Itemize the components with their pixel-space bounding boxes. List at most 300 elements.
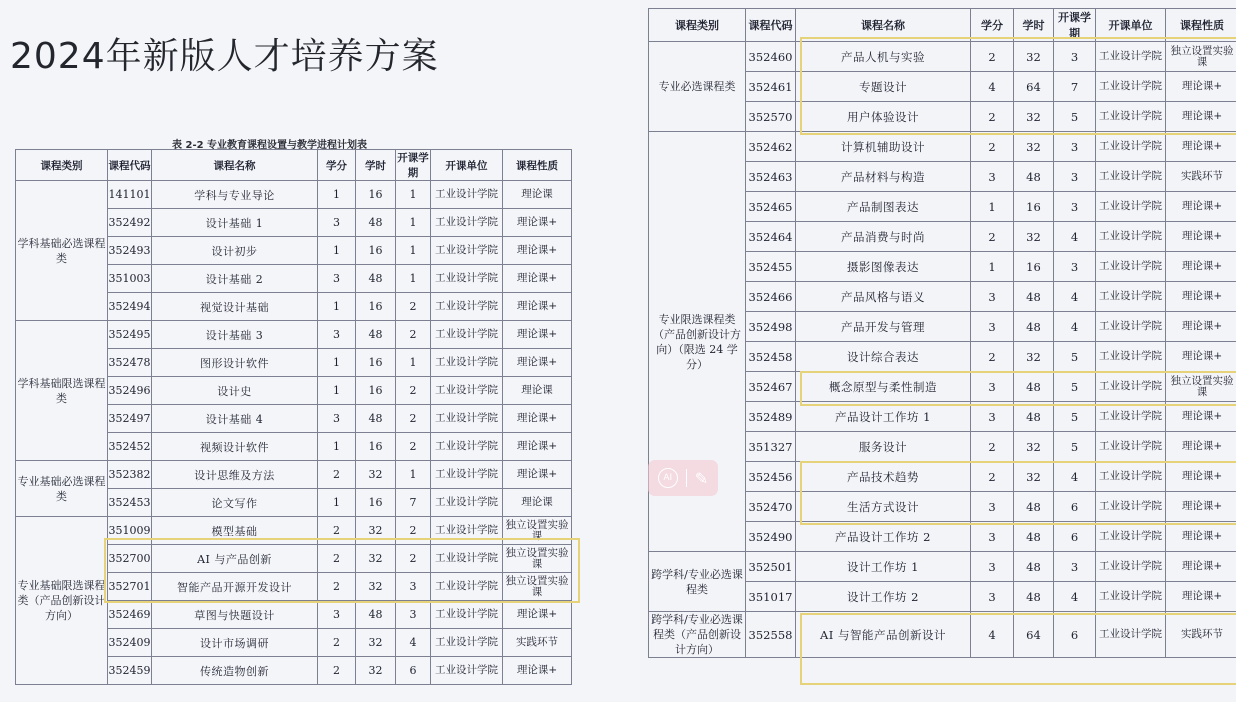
course-name: 视觉设计基础 (152, 293, 318, 321)
course-type: 理论课+ (1166, 342, 1236, 372)
course-name: 传统造物创新 (152, 657, 318, 685)
course-code: 352456 (746, 462, 796, 492)
course-type: 理论课 (503, 489, 572, 517)
course-hours: 16 (356, 293, 396, 321)
table-row (16, 181, 572, 209)
course-credit: 2 (318, 545, 356, 573)
course-unit: 工业设计学院 (431, 461, 503, 489)
table-row (16, 517, 572, 545)
course-credit: 4 (971, 612, 1014, 658)
page-title: 2024年新版人才培养方案 (10, 36, 439, 77)
course-code: 352492 (108, 209, 152, 237)
course-unit: 工业设计学院 (1096, 222, 1166, 252)
course-type: 理论课+ (503, 265, 572, 293)
course-name: 专题设计 (796, 72, 971, 102)
course-name: 服务设计 (796, 432, 971, 462)
course-type: 理论课+ (503, 237, 572, 265)
header-unit: 开课单位 (431, 150, 503, 181)
course-unit: 工业设计学院 (1096, 342, 1166, 372)
course-name: 设计思维及方法 (152, 461, 318, 489)
course-category: 专业必选课程类 (649, 42, 746, 132)
course-hours: 32 (356, 573, 396, 601)
course-unit: 工业设计学院 (1096, 612, 1166, 658)
course-code: 352496 (108, 377, 152, 405)
course-hours: 48 (1014, 282, 1054, 312)
course-hours: 32 (1014, 462, 1054, 492)
course-unit: 工业设计学院 (1096, 432, 1166, 462)
header-type: 课程性质 (503, 150, 572, 181)
table-row (16, 321, 572, 349)
course-term: 6 (1054, 522, 1096, 552)
course-code: 352701 (108, 573, 152, 601)
table-row (649, 552, 1236, 582)
course-code: 352459 (108, 657, 152, 685)
course-term: 1 (396, 265, 431, 293)
course-hours: 32 (1014, 132, 1054, 162)
course-term: 1 (396, 209, 431, 237)
course-unit: 工业设计学院 (1096, 312, 1166, 342)
course-hours: 48 (1014, 522, 1054, 552)
course-term: 3 (1054, 252, 1096, 282)
course-code: 352455 (746, 252, 796, 282)
course-hours: 16 (356, 349, 396, 377)
course-code: 352497 (108, 405, 152, 433)
course-credit: 2 (318, 629, 356, 657)
course-type: 理论课+ (1166, 462, 1236, 492)
course-unit: 工业设计学院 (1096, 72, 1166, 102)
course-type: 实践环节 (1166, 612, 1236, 658)
course-credit: 3 (971, 522, 1014, 552)
course-hours: 48 (1014, 162, 1054, 192)
course-credit: 1 (971, 192, 1014, 222)
table-header-row (649, 9, 1236, 42)
course-term: 3 (1054, 192, 1096, 222)
course-type: 理论课+ (1166, 252, 1236, 282)
course-credit: 2 (318, 517, 356, 545)
course-code: 352700 (108, 545, 152, 573)
course-unit: 工业设计学院 (431, 265, 503, 293)
course-term: 3 (1054, 42, 1096, 72)
course-type: 理论课+ (503, 601, 572, 629)
course-credit: 4 (971, 72, 1014, 102)
course-hours: 64 (1014, 72, 1054, 102)
course-type: 理论课+ (1166, 72, 1236, 102)
course-term: 4 (1054, 462, 1096, 492)
course-hours: 16 (356, 489, 396, 517)
course-name: 生活方式设计 (796, 492, 971, 522)
course-unit: 工业设计学院 (1096, 402, 1166, 432)
course-type: 独立设置实验课 (503, 545, 572, 573)
course-code: 351017 (746, 582, 796, 612)
course-credit: 3 (971, 492, 1014, 522)
course-hours: 32 (1014, 342, 1054, 372)
course-name: 设计市场调研 (152, 629, 318, 657)
course-unit: 工业设计学院 (431, 489, 503, 517)
course-hours: 48 (1014, 312, 1054, 342)
course-code: 352382 (108, 461, 152, 489)
course-term: 2 (396, 545, 431, 573)
course-unit: 工业设计学院 (431, 405, 503, 433)
course-category: 专业基础必选课程类 (16, 461, 108, 517)
course-credit: 2 (971, 42, 1014, 72)
course-hours: 16 (356, 237, 396, 265)
course-name: 设计基础 2 (152, 265, 318, 293)
course-type: 理论课+ (1166, 432, 1236, 462)
course-hours: 48 (1014, 492, 1054, 522)
table-row (649, 612, 1236, 658)
course-code: 352409 (108, 629, 152, 657)
course-category: 跨学科/专业必选课程类 (649, 552, 746, 612)
course-name: 设计基础 3 (152, 321, 318, 349)
course-type: 独立设置实验课 (503, 517, 572, 545)
course-type: 独立设置实验课 (1166, 372, 1236, 402)
course-term: 5 (1054, 342, 1096, 372)
course-credit: 2 (971, 132, 1014, 162)
course-type: 理论课+ (503, 657, 572, 685)
course-code: 352501 (746, 552, 796, 582)
course-credit: 1 (318, 237, 356, 265)
course-name: 设计工作坊 2 (796, 582, 971, 612)
course-type: 理论课+ (503, 293, 572, 321)
course-term: 3 (1054, 132, 1096, 162)
header-type: 课程性质 (1166, 9, 1236, 42)
course-credit: 2 (318, 573, 356, 601)
course-category: 学科基础限选课程类 (16, 321, 108, 461)
course-unit: 工业设计学院 (1096, 132, 1166, 162)
course-name: 视频设计软件 (152, 433, 318, 461)
course-table-right (648, 8, 1236, 658)
course-term: 5 (1054, 402, 1096, 432)
course-name: 设计基础 1 (152, 209, 318, 237)
course-code: 352467 (746, 372, 796, 402)
ai-tool-badge[interactable] (648, 460, 718, 496)
course-credit: 3 (318, 405, 356, 433)
course-hours: 16 (1014, 252, 1054, 282)
course-hours: 32 (1014, 102, 1054, 132)
course-unit: 工业设计学院 (1096, 192, 1166, 222)
course-term: 6 (1054, 492, 1096, 522)
header-code: 课程代码 (746, 9, 796, 42)
header-term: 开课学期 (396, 150, 431, 181)
course-name: 摄影图像表达 (796, 252, 971, 282)
course-credit: 2 (318, 461, 356, 489)
course-type: 理论课+ (1166, 282, 1236, 312)
course-term: 1 (396, 461, 431, 489)
course-name: 设计基础 4 (152, 405, 318, 433)
course-unit: 工业设计学院 (431, 601, 503, 629)
course-name: 产品开发与管理 (796, 312, 971, 342)
table-caption: 表 2-2 专业教育课程设置与教学进程计划表 (172, 140, 368, 151)
course-code: 351327 (746, 432, 796, 462)
course-name: 概念原型与柔性制造 (796, 372, 971, 402)
course-type: 理论课+ (1166, 492, 1236, 522)
course-credit: 3 (318, 321, 356, 349)
course-name: 产品材料与构造 (796, 162, 971, 192)
course-term: 2 (396, 517, 431, 545)
course-credit: 2 (971, 342, 1014, 372)
course-credit: 2 (318, 657, 356, 685)
course-type: 理论课+ (1166, 582, 1236, 612)
course-unit: 工业设计学院 (1096, 582, 1166, 612)
course-term: 4 (1054, 312, 1096, 342)
course-credit: 1 (318, 349, 356, 377)
course-code: 351003 (108, 265, 152, 293)
course-name: 产品技术趋势 (796, 462, 971, 492)
course-hours: 32 (1014, 222, 1054, 252)
course-credit: 3 (318, 601, 356, 629)
course-type: 独立设置实验课 (1166, 42, 1236, 72)
course-term: 5 (1054, 372, 1096, 402)
course-term: 2 (396, 377, 431, 405)
course-unit: 工业设计学院 (431, 209, 503, 237)
course-type: 理论课+ (503, 209, 572, 237)
course-unit: 工业设计学院 (431, 349, 503, 377)
course-name: 用户体验设计 (796, 102, 971, 132)
header-unit: 开课单位 (1096, 9, 1166, 42)
course-category: 跨学科/专业必选课程类（产品创新设计方向） (649, 612, 746, 658)
course-code: 352498 (746, 312, 796, 342)
course-category: 专业限选课程类（产品创新设计方向）（限选 24 学分） (649, 132, 746, 552)
course-code: 352558 (746, 612, 796, 658)
course-code: 352463 (746, 162, 796, 192)
course-unit: 工业设计学院 (1096, 552, 1166, 582)
separator (686, 469, 687, 487)
course-type: 理论课+ (503, 461, 572, 489)
course-name: 草图与快题设计 (152, 601, 318, 629)
course-hours: 32 (1014, 42, 1054, 72)
header-name: 课程名称 (152, 150, 318, 181)
course-term: 4 (1054, 282, 1096, 312)
course-name: 计算机辅助设计 (796, 132, 971, 162)
course-term: 3 (396, 573, 431, 601)
course-unit: 工业设计学院 (1096, 492, 1166, 522)
course-term: 7 (1054, 72, 1096, 102)
header-hours: 学时 (1014, 9, 1054, 42)
course-code: 352464 (746, 222, 796, 252)
course-name: 产品设计工作坊 1 (796, 402, 971, 432)
course-type: 实践环节 (503, 629, 572, 657)
course-credit: 3 (971, 162, 1014, 192)
course-hours: 48 (1014, 582, 1054, 612)
course-term: 6 (1054, 612, 1096, 658)
course-type: 理论课+ (1166, 132, 1236, 162)
table-row (16, 461, 572, 489)
course-code: 352470 (746, 492, 796, 522)
course-hours: 32 (356, 629, 396, 657)
course-hours: 16 (356, 181, 396, 209)
course-code: 352490 (746, 522, 796, 552)
course-code: 352494 (108, 293, 152, 321)
course-name: 产品设计工作坊 2 (796, 522, 971, 552)
course-name: AI 与智能产品创新设计 (796, 612, 971, 658)
course-credit: 3 (971, 372, 1014, 402)
course-hours: 16 (1014, 192, 1054, 222)
course-code: 352452 (108, 433, 152, 461)
course-hours: 48 (356, 265, 396, 293)
course-unit: 工业设计学院 (431, 629, 503, 657)
course-code: 351009 (108, 517, 152, 545)
course-term: 3 (1054, 162, 1096, 192)
course-hours: 48 (1014, 372, 1054, 402)
course-unit: 工业设计学院 (1096, 522, 1166, 552)
header-hours: 学时 (356, 150, 396, 181)
course-code: 352570 (746, 102, 796, 132)
course-type: 理论课 (503, 181, 572, 209)
course-category: 专业基础限选课程类（产品创新设计方向） (16, 517, 108, 685)
course-code: 352493 (108, 237, 152, 265)
course-hours: 48 (1014, 402, 1054, 432)
course-credit: 1 (318, 181, 356, 209)
course-name: 论文写作 (152, 489, 318, 517)
course-name: 产品制图表达 (796, 192, 971, 222)
header-credit: 学分 (318, 150, 356, 181)
course-unit: 工业设计学院 (1096, 162, 1166, 192)
course-credit: 3 (971, 312, 1014, 342)
header-name: 课程名称 (796, 9, 971, 42)
header-code: 课程代码 (108, 150, 152, 181)
course-credit: 3 (971, 402, 1014, 432)
course-name: 模型基础 (152, 517, 318, 545)
course-credit: 2 (971, 222, 1014, 252)
course-term: 4 (1054, 582, 1096, 612)
course-hours: 32 (356, 657, 396, 685)
header-term: 开课学期 (1054, 9, 1096, 42)
course-code: 352489 (746, 402, 796, 432)
course-unit: 工业设计学院 (431, 657, 503, 685)
course-term: 5 (1054, 432, 1096, 462)
course-term: 2 (396, 405, 431, 433)
course-code: 352469 (108, 601, 152, 629)
course-hours: 48 (356, 321, 396, 349)
course-code: 352462 (746, 132, 796, 162)
course-type: 理论课 (503, 377, 572, 405)
course-unit: 工业设计学院 (1096, 42, 1166, 72)
course-credit: 2 (971, 432, 1014, 462)
course-credit: 3 (971, 282, 1014, 312)
course-credit: 3 (971, 582, 1014, 612)
course-term: 1 (396, 349, 431, 377)
course-name: 学科与专业导论 (152, 181, 318, 209)
course-type: 理论课+ (503, 321, 572, 349)
course-term: 4 (396, 629, 431, 657)
course-type: 理论课+ (1166, 312, 1236, 342)
course-term: 2 (396, 321, 431, 349)
course-unit: 工业设计学院 (431, 237, 503, 265)
course-term: 3 (396, 601, 431, 629)
course-term: 5 (1054, 102, 1096, 132)
course-term: 2 (396, 433, 431, 461)
course-unit: 工业设计学院 (1096, 282, 1166, 312)
course-name: 智能产品开源开发设计 (152, 573, 318, 601)
course-term: 4 (1054, 222, 1096, 252)
header-category: 课程类别 (649, 9, 746, 42)
course-hours: 64 (1014, 612, 1054, 658)
course-name: 设计综合表达 (796, 342, 971, 372)
course-category: 学科基础必选课程类 (16, 181, 108, 321)
course-hours: 16 (356, 377, 396, 405)
course-name: AI 与产品创新 (152, 545, 318, 573)
course-type: 理论课+ (1166, 222, 1236, 252)
course-credit: 1 (971, 252, 1014, 282)
course-hours: 32 (356, 517, 396, 545)
course-code: 352458 (746, 342, 796, 372)
course-unit: 工业设计学院 (1096, 102, 1166, 132)
course-type: 理论课+ (503, 349, 572, 377)
course-name: 设计史 (152, 377, 318, 405)
course-hours: 48 (356, 601, 396, 629)
course-credit: 2 (971, 102, 1014, 132)
course-credit: 3 (971, 552, 1014, 582)
course-type: 实践环节 (1166, 162, 1236, 192)
course-unit: 工业设计学院 (431, 573, 503, 601)
magic-edit-icon[interactable]: ✎ (694, 468, 709, 488)
course-unit: 工业设计学院 (431, 377, 503, 405)
course-name: 产品人机与实验 (796, 42, 971, 72)
course-unit: 工业设计学院 (431, 293, 503, 321)
course-hours: 16 (356, 433, 396, 461)
course-code: 352466 (746, 282, 796, 312)
course-name: 图形设计软件 (152, 349, 318, 377)
course-term: 1 (396, 181, 431, 209)
course-hours: 48 (356, 405, 396, 433)
course-credit: 1 (318, 489, 356, 517)
course-name: 设计初步 (152, 237, 318, 265)
course-name: 设计工作坊 1 (796, 552, 971, 582)
course-unit: 工业设计学院 (431, 545, 503, 573)
course-type: 理论课+ (503, 405, 572, 433)
course-type: 理论课+ (1166, 402, 1236, 432)
course-credit: 2 (971, 462, 1014, 492)
course-hours: 32 (356, 461, 396, 489)
course-term: 3 (1054, 552, 1096, 582)
table-header-row (16, 150, 572, 181)
course-table-left (15, 149, 572, 685)
course-credit: 3 (318, 209, 356, 237)
table-row (649, 42, 1236, 72)
header-credit: 学分 (971, 9, 1014, 42)
course-credit: 1 (318, 433, 356, 461)
course-unit: 工业设计学院 (1096, 462, 1166, 492)
course-code: 352461 (746, 72, 796, 102)
course-code: 141101 (108, 181, 152, 209)
course-term: 1 (396, 237, 431, 265)
course-unit: 工业设计学院 (431, 321, 503, 349)
course-type: 理论课+ (503, 433, 572, 461)
course-unit: 工业设计学院 (1096, 372, 1166, 402)
course-unit: 工业设计学院 (431, 433, 503, 461)
course-term: 6 (396, 657, 431, 685)
course-unit: 工业设计学院 (1096, 252, 1166, 282)
course-type: 理论课+ (1166, 192, 1236, 222)
course-type: 理论课+ (1166, 522, 1236, 552)
course-unit: 工业设计学院 (431, 517, 503, 545)
course-code: 352465 (746, 192, 796, 222)
course-unit: 工业设计学院 (431, 181, 503, 209)
course-code: 352495 (108, 321, 152, 349)
course-credit: 1 (318, 293, 356, 321)
course-hours: 32 (1014, 432, 1054, 462)
course-credit: 1 (318, 377, 356, 405)
course-type: 理论课+ (1166, 102, 1236, 132)
course-name: 产品风格与语义 (796, 282, 971, 312)
course-hours: 48 (1014, 552, 1054, 582)
ai-icon[interactable]: AI (658, 468, 678, 488)
course-hours: 32 (356, 545, 396, 573)
course-type: 独立设置实验课 (503, 573, 572, 601)
course-code: 352453 (108, 489, 152, 517)
course-code: 352478 (108, 349, 152, 377)
course-term: 7 (396, 489, 431, 517)
